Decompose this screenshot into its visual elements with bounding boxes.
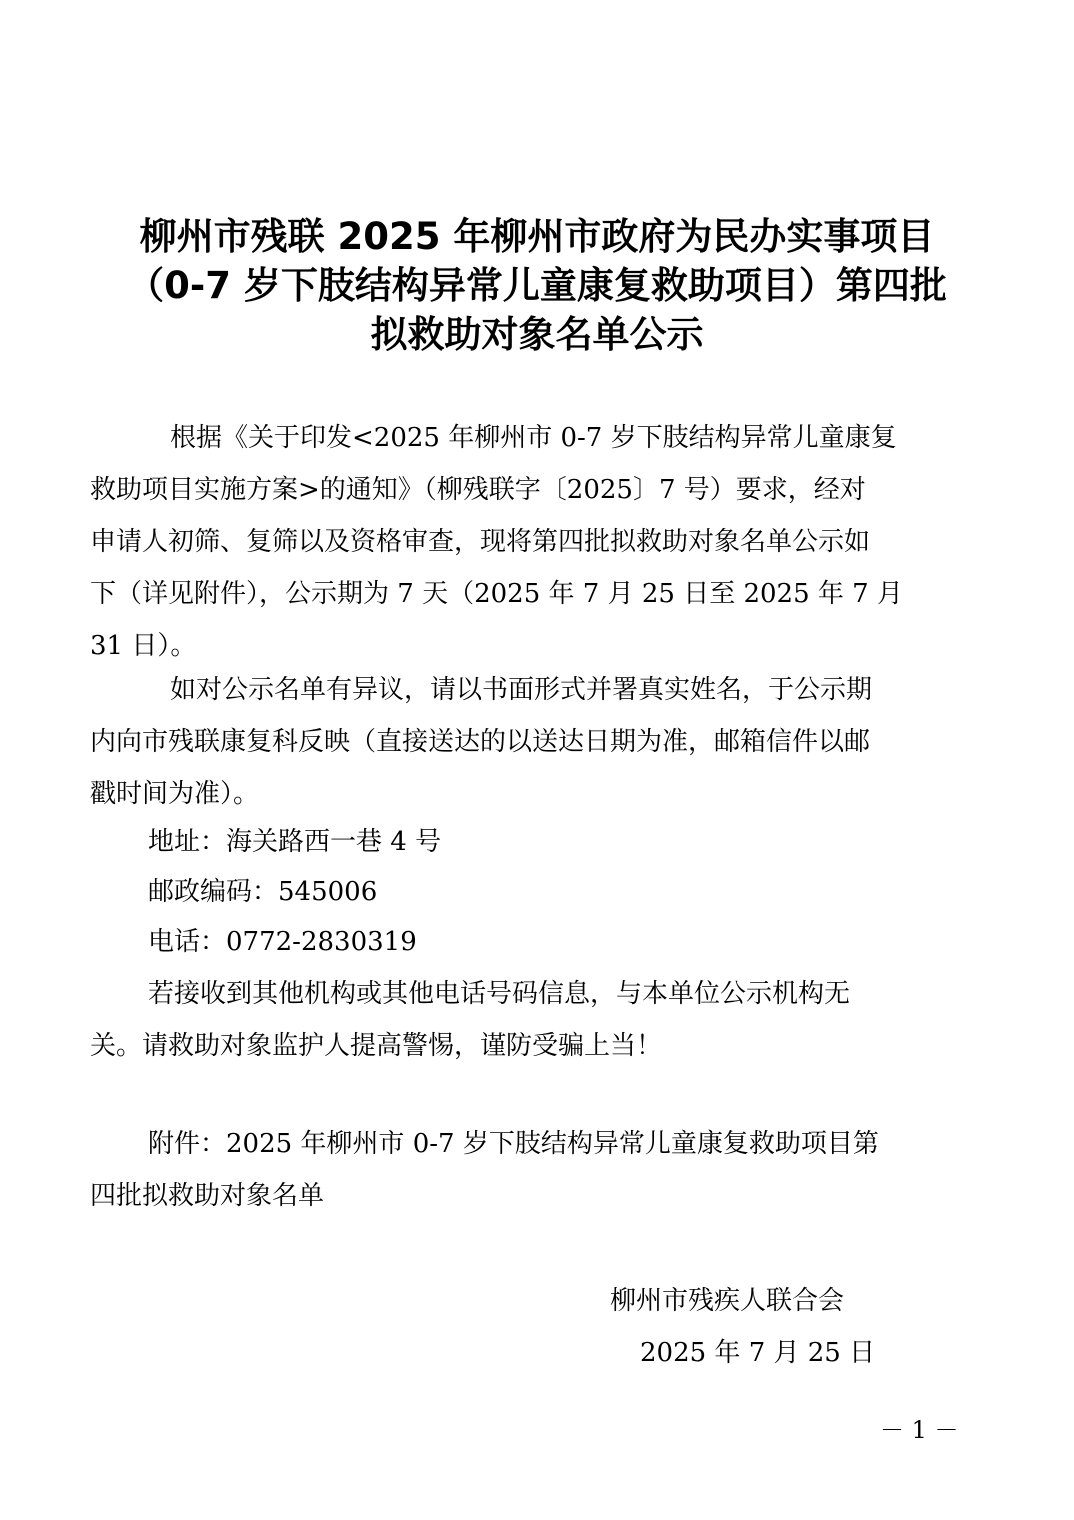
contact-phone: 电话：0772-2830319	[148, 927, 417, 957]
contact-address: 地址：海关路西一巷 4 号	[148, 827, 442, 857]
title-line-3: 拟救助对象名单公示	[370, 313, 704, 356]
title-line-1: 柳州市残联 2025 年柳州市政府为民办实事项目	[139, 215, 935, 258]
paragraph-warning	[90, 968, 950, 1072]
paragraph-basis	[90, 412, 950, 672]
contact-postcode: 邮政编码：545006	[148, 877, 378, 907]
paragraph-line: 申请人初筛、复筛以及资格审查，现将第四批拟救助对象名单公示如	[90, 527, 871, 557]
signature-date: 2025 年 7 月 25 日	[640, 1338, 876, 1368]
signature-org: 柳州市残疾人联合会	[610, 1286, 845, 1316]
document-title	[60, 212, 1014, 359]
attachment-note	[90, 1118, 950, 1222]
paragraph-line: 如对公示名单有异议，请以书面形式并署真实姓名，于公示期	[170, 675, 873, 705]
paragraph-line: 内向市残联康复科反映（直接送达的以送达日期为准，邮箱信件以邮	[90, 727, 871, 757]
paragraph-line: 根据《关于印发<2025 年柳州市 0-7 岁下肢结构异常儿童康复	[170, 423, 897, 453]
paragraph-line: 四批拟救助对象名单	[90, 1181, 325, 1211]
title-line-2: （0-7 岁下肢结构异常儿童康复救助项目）第四批	[127, 264, 947, 307]
paragraph-objection	[90, 664, 950, 820]
page-number: － 1 －	[880, 1416, 959, 1444]
paragraph-line: 救助项目实施方案>的通知》（柳残联字〔2025〕7 号）要求，经对	[90, 475, 866, 505]
paragraph-line: 附件：2025 年柳州市 0-7 岁下肢结构异常儿童康复救助项目第	[148, 1129, 879, 1159]
paragraph-line: 关。请救助对象监护人提高警惕，谨防受骗上当！	[90, 1031, 663, 1061]
paragraph-line: 若接收到其他机构或其他电话号码信息，与本单位公示机构无	[148, 979, 851, 1009]
paragraph-line: 31 日）。	[90, 631, 197, 661]
paragraph-line: 戳时间为准）。	[90, 779, 260, 809]
paragraph-line: 下（详见附件），公示期为 7 天（2025 年 7 月 25 日至 2025 年 7 月	[90, 579, 903, 609]
